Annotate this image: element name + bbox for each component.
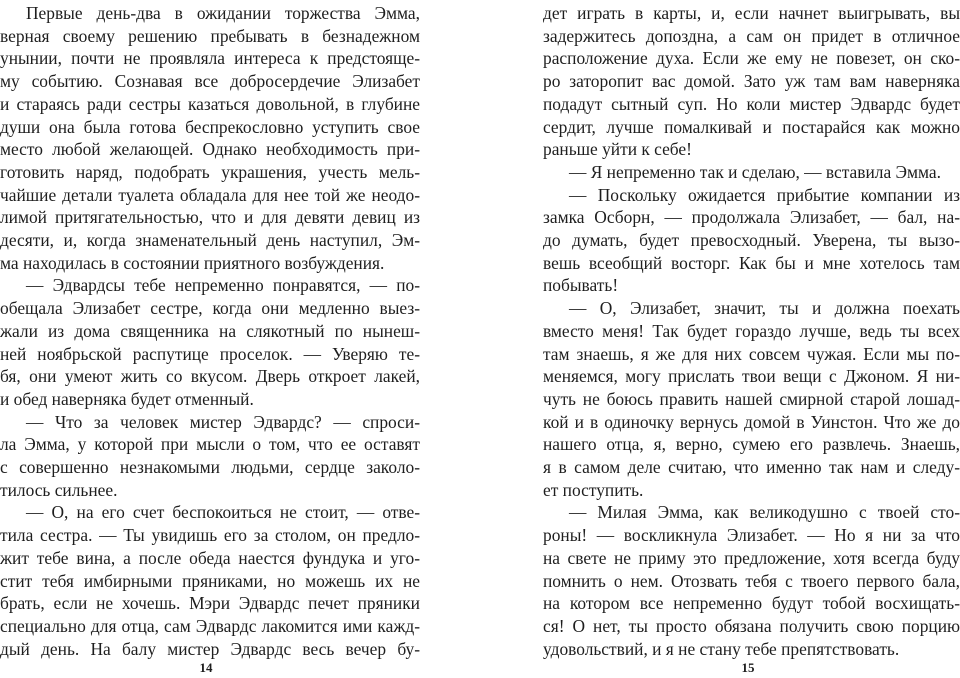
text-line: кой и в одиночку вернусь домой в Уинстон. Что же до [543,411,960,432]
text-line: ет поступить. [543,479,644,500]
text-line: стит тебя имбирными пряниками, но можешь их не [0,570,420,591]
text-line: лимой притягательностью, что и для девяти девиц из [0,207,420,228]
text-line: роны! — воскликнула Элизабет. — Но я ни за что [543,525,960,546]
text-line: я в самом деле считаю, что именно так нам и следу- [543,457,960,477]
text-line: — Я непременно так и сделаю, — вставила Эмма. [569,161,941,182]
text-line: сердит, лучше помалкивай и постарайся как можно [543,116,960,137]
text-line: нашего отца, я, верно, сумею его развлечь. Знаешь, [543,434,960,455]
left-page-number: 14 [199,660,213,675]
right-page [543,0,960,678]
text-line: брать, если не хочешь. Мэри Эдвардс печет пряники [0,593,420,614]
text-line: задержитесь допоздна, а сам он придет в отличное [543,25,960,46]
text-line: унынии, почти не проявляла интереса к предстояще- [0,48,420,69]
text-line: дет играть в карты, и, если начнет выигрывать, вы [543,3,960,23]
text-line: раньше уйти к себе! [543,139,692,160]
left-page [0,0,420,678]
text-line: дый день. На балу мистер Эдвардс весь вечер бу- [0,638,420,659]
text-line: — Что за человек мистер Эдвардс? — спроси- [26,411,420,432]
text-line: место любой желающей. Однако необходимость при- [0,139,420,160]
text-line: до думать, будет превосходный. Уверена, ты вызо- [543,230,960,250]
text-line: десяти, и, когда знаменательный день наступил, Эм- [0,230,420,250]
right-page-number: 15 [741,660,755,675]
text-line: меняемся, могу прислать твои вещи с Джоном. Я ни- [543,366,960,387]
text-line: ней ноябрьской распутице проселок. — Уверяю те- [0,343,420,364]
text-line: и обед наверняка будет отменный. [0,388,254,409]
text-line: обещала Элизабет сестре, когда они медленно выез- [0,298,420,319]
text-line: жали из дома священника на слякотный по нынеш- [0,320,420,341]
text-line: специально для отца, сам Эдвардс лакомится ими кажд- [0,615,420,636]
text-line: — О, Элизабет, значит, ты и должна поехать [569,298,960,319]
text-line: — Эдвардсы тебе непременно понравятся, — по- [26,275,420,296]
text-line: ма находилась в состоянии приятного возбуждения. [0,252,385,273]
text-line: вместо меня! Так будет гораздо лучше, ведь ты всех [543,320,960,341]
text-line: чуть не боюсь править нашей смирной старой лошад- [543,388,960,409]
text-line: вешь всеобщий восторг. Как бы и мне хотелось там [543,252,960,273]
text-line: тила сестра. — Ты увидишь его за столом, он предло- [0,525,420,546]
text-line: — О, на его счет беспокоиться не стоит, — отве- [26,502,420,523]
text-line: чайшие детали туалета обладала для нее той же неодо- [0,184,420,205]
text-line: помнить о нем. Отозвать тебя с твоего первого бала, [543,570,960,591]
text-line: тилось сильнее. [0,479,118,500]
text-line: и стараясь ради сестры казаться довольной, в глубине [0,93,420,114]
text-line: — Поскольку ожидается прибытие компании из [569,184,960,205]
text-line: с совершенно незнакомыми людьми, сердце заколо- [0,457,420,477]
text-line: побывать! [543,275,619,296]
text-line: ся! О нет, ты просто обязана получить свою порцию [543,615,960,636]
text-line: Первые день-два в ожидании торжества Эмма, [26,3,420,23]
text-line: расположение духа. Если же ему не повезет, он ско- [543,48,960,69]
text-line: му событию. Сознавая все добросердечие Элизабет [0,71,420,92]
text-line: на свете не приму это предложение, хотя всегда буду [543,547,960,568]
text-line: ла Эмма, у которой при мысли о том, что ее оставят [0,434,420,455]
text-line: удовольствий, и я не стану тебе препятствовать. [543,638,900,659]
text-line: верная своему решению пребывать в безнадежном [0,25,420,46]
text-line: бя, они умеют жить со вкусом. Дверь откроет лакей, [0,366,420,387]
text-line: готовить наряд, подобрать украшения, учесть мель- [0,161,420,182]
text-line: на котором все непременно будут тобой восхищать- [543,593,960,614]
text-line: подадут сытный суп. Но коли мистер Эдвардс будет [543,93,960,114]
text-line: там знаешь, я же для них совсем чужая. Если мы по- [543,343,960,364]
text-line: души она была готова беспрекословно уступить свое [0,116,420,137]
text-line: жит тебе вина, а после обеда наестся фундука и уго- [0,547,420,568]
text-line: — Милая Эмма, как великодушно с твоей сто- [569,502,960,523]
text-line: ро заторопит вас домой. Зато уж там вам наверняка [543,71,960,92]
text-line: замка Осборн, — продолжала Элизабет, — бал, на- [543,207,960,228]
